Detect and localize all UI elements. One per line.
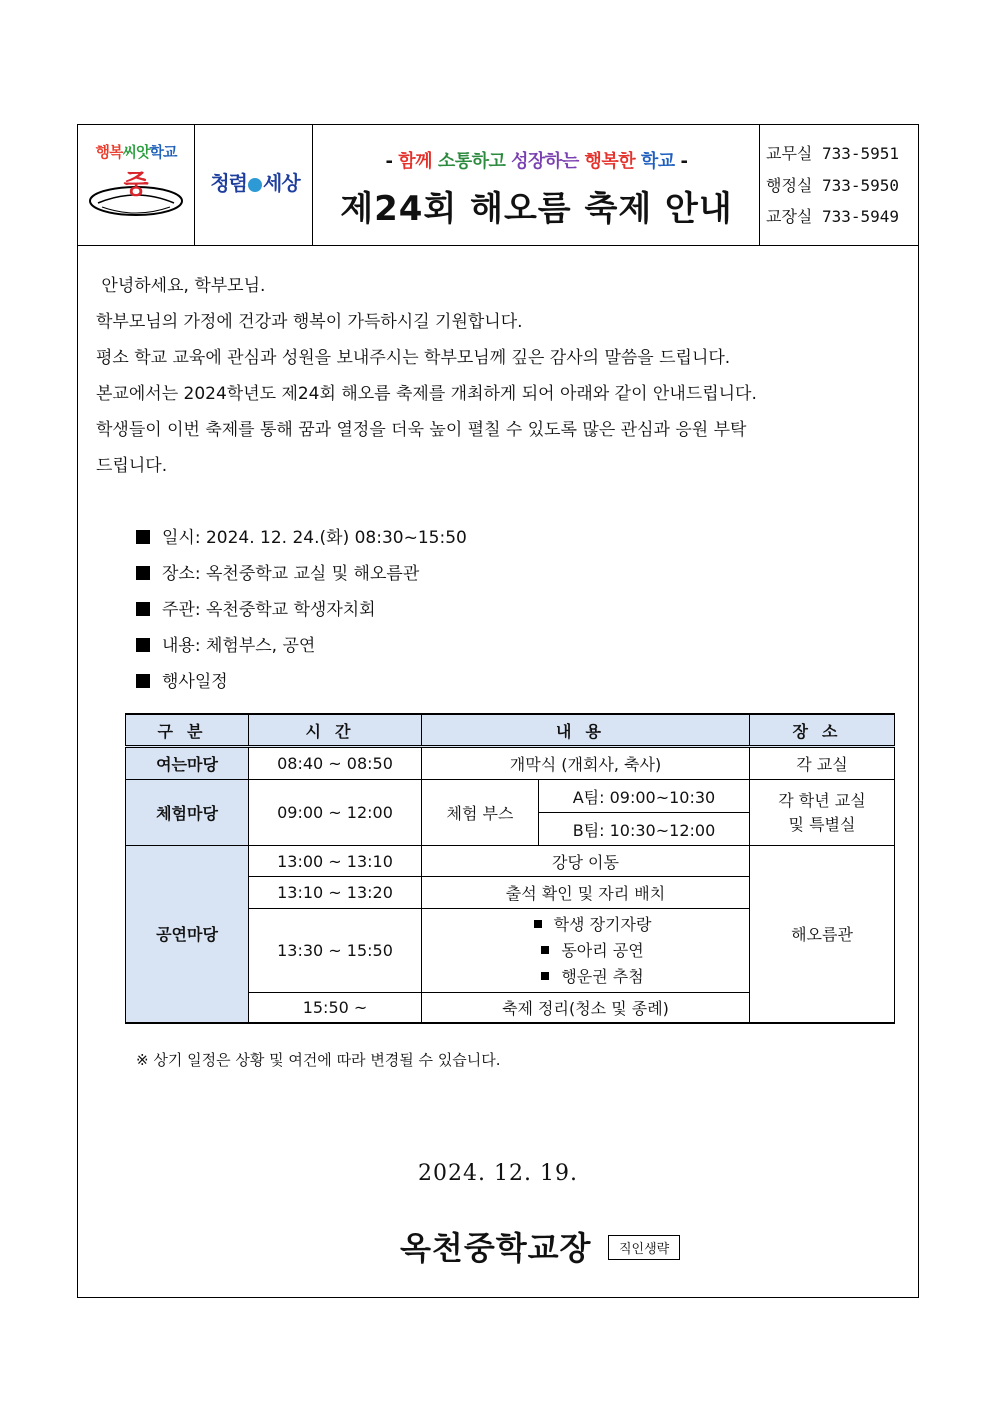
time-cell: 08:40 ~ 08:50 — [249, 747, 422, 780]
time-cell: 09:00 ~ 12:00 — [249, 780, 422, 846]
logo-integrity-world: 청렴 세상 — [210, 171, 300, 195]
school-logo — [78, 125, 195, 245]
time-cell: 13:00 ~ 13:10 — [249, 846, 422, 877]
slogan: - 함께 소통하고 성장하는 행복한 학교 - — [385, 151, 688, 172]
square-bullet-icon — [136, 638, 150, 652]
contact-cell — [760, 125, 918, 245]
place-cell: 해오름관 — [750, 846, 895, 1023]
info-item: 내용: 체험부스, 공연 — [136, 628, 467, 664]
letter-body — [96, 268, 901, 484]
header-content: 내용 — [422, 714, 750, 747]
phone-principal: 교장실 733-5949 — [766, 207, 900, 226]
team-a-cell: A팀: 09:00~10:30 — [539, 780, 750, 813]
category-cell: 공연마당 — [126, 846, 249, 1023]
place-cell: 각 학년 교실 및 특별실 — [750, 780, 895, 846]
content-cell: 개막식 (개회사, 축사) — [422, 747, 750, 780]
list-item: 행운권 추첨 — [436, 964, 749, 990]
globe-icon — [248, 178, 262, 192]
header-time: 시간 — [249, 714, 422, 747]
square-bullet-icon — [136, 566, 150, 580]
square-bullet-icon — [136, 530, 150, 544]
table-row — [126, 846, 895, 877]
content-cell: 출석 확인 및 자리 배치 — [422, 877, 750, 909]
table-row — [126, 780, 895, 813]
paragraph-line: 드립니다. — [96, 456, 168, 476]
info-item: 행사일정 — [136, 664, 467, 700]
table-header-row — [126, 714, 895, 747]
header-place: 장소 — [750, 714, 895, 747]
seal-omitted-stamp: 직인생략 — [608, 1235, 680, 1260]
info-item: 주관: 옥천중학교 학생자치회 — [136, 592, 467, 628]
category-cell: 체험마당 — [126, 780, 249, 846]
document-date: 2024. 12. 19. — [418, 1161, 578, 1186]
category-cell: 여는마당 — [126, 747, 249, 780]
content-cell — [422, 909, 750, 993]
time-cell: 15:50 ~ — [249, 993, 422, 1023]
paragraph-line: 평소 학교 교육에 관심과 성원을 보내주시는 학부모님께 깊은 감사의 말씀을 드립니다. — [96, 348, 731, 368]
time-cell: 13:30 ~ 15:50 — [249, 909, 422, 993]
header — [78, 125, 918, 246]
list-item: 동아리 공연 — [436, 938, 749, 964]
square-bullet-icon — [541, 946, 549, 954]
phone-academic: 교무실 733-5951 — [766, 144, 900, 163]
square-bullet-icon — [534, 920, 542, 928]
content-cell: 축제 정리(청소 및 종례) — [422, 993, 750, 1023]
school-emblem-icon — [88, 167, 184, 217]
content-cell: 강당 이동 — [422, 846, 750, 877]
content-cell: 체험 부스 — [422, 780, 539, 846]
square-bullet-icon — [541, 972, 549, 980]
page-title: 제24회 해오름 축제 안내 — [340, 189, 733, 229]
table-row — [126, 747, 895, 780]
principal-signature: 옥천중학교장 — [400, 1229, 592, 1267]
document-frame — [77, 124, 919, 1298]
title-cell — [313, 125, 760, 245]
paragraph-line: 안녕하세요, 학부모님. — [96, 276, 266, 296]
paragraph-line: 본교에서는 2024학년도 제24회 해오름 축제를 개최하게 되어 아래와 같이 안내드립니다. — [96, 384, 757, 404]
info-item: 장소: 옥천중학교 교실 및 해오름관 — [136, 556, 467, 592]
event-info-list — [136, 520, 467, 700]
info-item: 일시: 2024. 12. 24.(화) 08:30~15:50 — [136, 520, 467, 556]
emblem-character: 중 — [123, 170, 149, 200]
paragraph-line: 학생들이 이번 축제를 통해 꿈과 열정을 더욱 높이 펼칠 수 있도록 많은 관심과 응원 부탁 — [96, 420, 747, 440]
team-b-cell: B팀: 10:30~12:00 — [539, 813, 750, 846]
header-category: 구분 — [126, 714, 249, 747]
square-bullet-icon — [136, 602, 150, 616]
time-cell: 13:10 ~ 13:20 — [249, 877, 422, 909]
square-bullet-icon — [136, 674, 150, 688]
schedule-note: ※ 상기 일정은 상황 및 여건에 따라 변경될 수 있습니다. — [136, 1051, 501, 1069]
schedule-table — [125, 713, 895, 1024]
logo-happy-seed-school: 행복씨앗학교 — [95, 143, 177, 161]
list-item: 학생 장기자랑 — [436, 912, 749, 938]
integrity-logo — [195, 125, 313, 245]
paragraph-line: 학부모님의 가정에 건강과 행복이 가득하시길 기원합니다. — [96, 312, 523, 332]
place-cell: 각 교실 — [750, 747, 895, 780]
phone-admin: 행정실 733-5950 — [766, 176, 900, 195]
